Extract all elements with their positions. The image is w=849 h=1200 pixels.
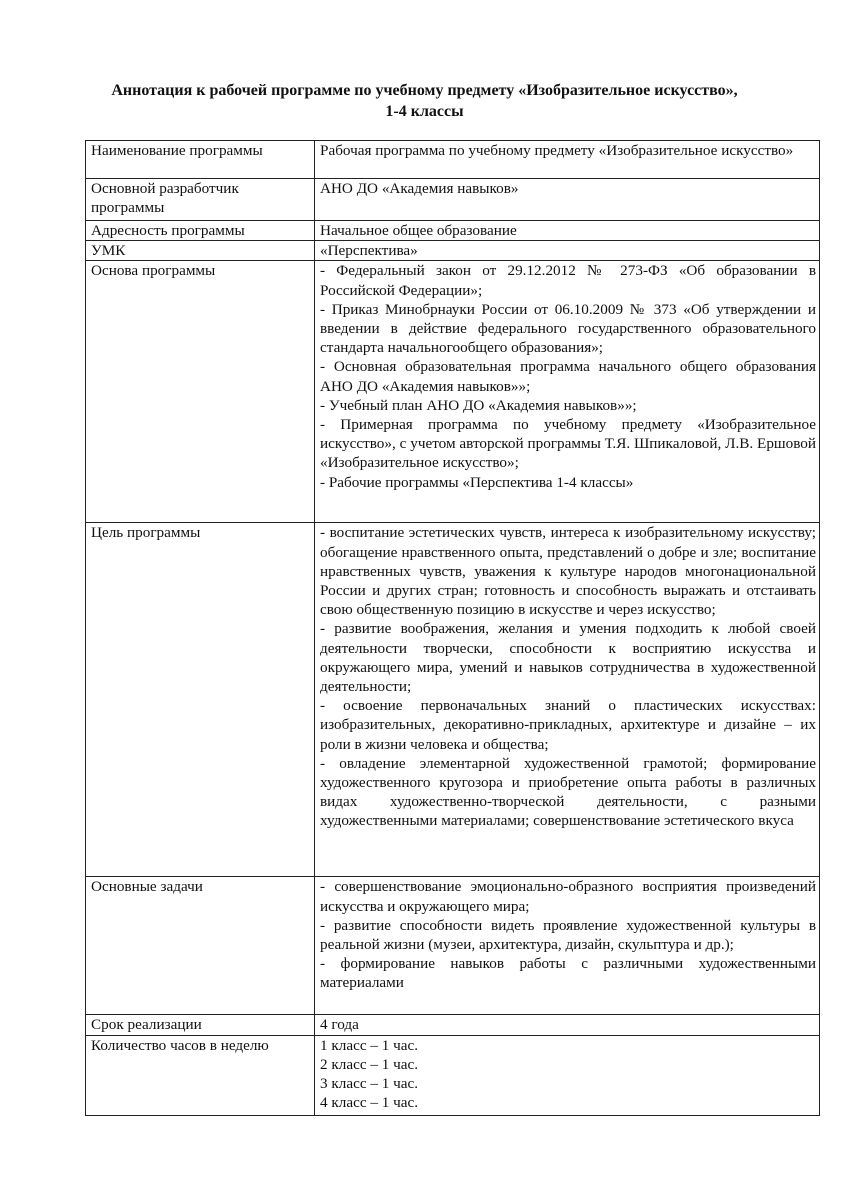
row-value [315,241,820,261]
table-row [86,179,820,221]
table-row [86,241,820,261]
value-paragraph: 3 класс – 1 час. [320,1075,419,1093]
row-value [315,261,820,523]
value-paragraph: Начальное общее образование [320,222,517,239]
value-paragraph: - Примерная программа по учебному предмету «Изобразительное искусство», с учетом авторской программы Т.Я. Шпикаловой, Л.В. Ершовой «Изобразительное искусство»; [320,416,816,472]
value-paragraph: - развитие воображения, желания и умения подходить к любой своей деятельности творчески, способности к восприятию искусства и окружающего мира, умений и навыков сотрудничества в художественной деятельности; [320,620,816,696]
table-row [86,1035,820,1115]
value-paragraph: - формирование навыков работы с различными художественными материалами [320,955,816,992]
value-paragraph: - совершенствование эмоционально-образного восприятия произведений искусства и окружающего мира; [320,878,816,915]
row-label: Цель программы [86,523,315,877]
value-paragraph: - освоение первоначальных знаний о пластических искусствах: изобразительных, декоративно-прикладных, архитектуре и дизайне – их роли в жизни человека и общества; [320,697,816,753]
table-row [86,261,820,523]
row-label: Наименование программы [86,141,315,179]
row-value [315,179,820,221]
table-row [86,523,820,877]
value-paragraph: - Учебный план АНО ДО «Академия навыков»»; [320,396,637,414]
value-paragraph: 1 класс – 1 час. [320,1036,419,1054]
row-label: Количество часов в неделю [86,1035,315,1115]
row-value [315,141,820,179]
value-paragraph: - овладение элементарной художественной грамотой; формирование художественного кругозора и приобретение опыта работы в различных видах художественно-творческой деятельности, с разными художественными материалами; совершенствование эстетического вкуса [320,754,816,830]
row-label: Основной разработчик программы [86,179,315,221]
value-paragraph: - воспитание эстетических чувств, интереса к изобразительному искусству; обогащение нравственного опыта, представлений о добре и зле; воспитание нравственных чувств, уважения к культуре народов многонациональной России и других стран; готовность и способность выражать и отстаивать свою общественную позицию в искусстве и через искусство; [320,524,816,619]
row-value [315,1035,820,1115]
value-paragraph: 2 класс – 1 час. [320,1055,419,1073]
row-value [315,523,820,877]
value-paragraph: - Федеральный закон от 29.12.2012 № 273-ФЗ «Об образовании в Российской Федерации»; [320,262,816,299]
table-row [86,1015,820,1035]
value-paragraph: - развитие способности видеть проявление художественной культуры в реальной жизни (музеи, архитектура, дизайн, скульптура и др.); [320,916,816,954]
row-label: Адресность программы [86,221,315,241]
row-value [315,221,820,241]
row-label: Основные задачи [86,877,315,1015]
row-label: УМК [86,241,315,261]
row-value [315,1015,820,1035]
table-row [86,221,820,241]
table-row [86,877,820,1015]
value-paragraph: - Основная образовательная программа начального общего образования АНО ДО «Академия навыков»»; [320,358,816,395]
table-row [86,141,820,179]
value-paragraph: 4 класс – 1 час. [320,1094,419,1112]
value-paragraph: 4 года [320,1016,359,1034]
value-paragraph: АНО ДО «Академия навыков» [320,180,519,197]
title-line-1: Аннотация к рабочей программе по учебному предмету «Изобразительное искусство», [111,82,738,99]
row-value [315,877,820,1015]
annotation-table [85,140,820,1116]
document-title [0,80,849,122]
row-label: Срок реализации [86,1015,315,1035]
title-line-2: 1-4 классы [385,103,464,120]
value-paragraph: - Рабочие программы «Перспектива 1-4 классы» [320,473,634,491]
value-paragraph: - Приказ Минобрнауки России от 06.10.2009 № 373 «Об утверждении и введении в действие федерального государственного образовательного стандарта начальногообщего образования»; [320,300,816,357]
value-paragraph: Рабочая программа по учебному предмету «Изобразительное искусство» [320,142,794,159]
value-paragraph: «Перспектива» [320,242,418,260]
row-label: Основа программы [86,261,315,523]
